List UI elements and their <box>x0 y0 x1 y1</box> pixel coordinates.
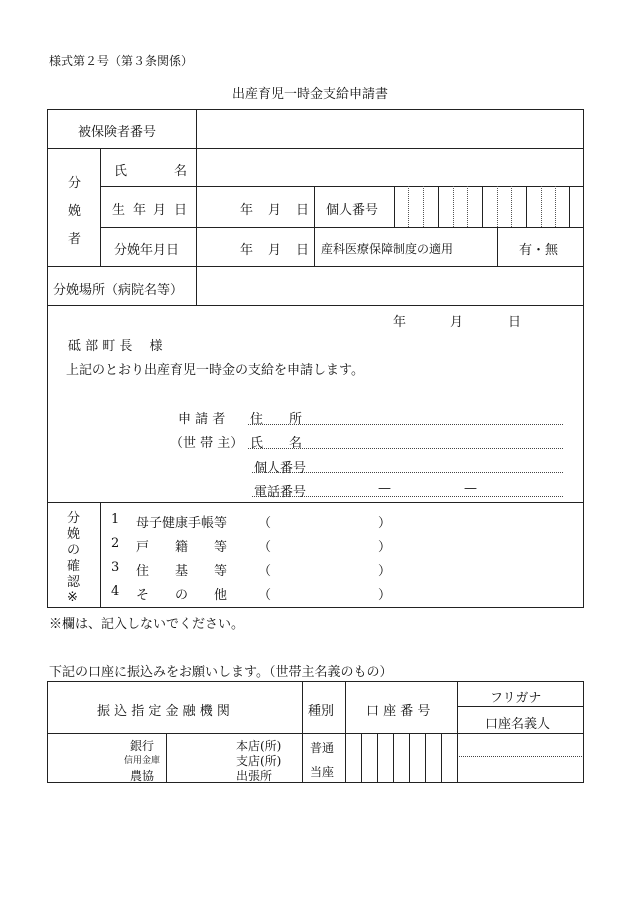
bank-type-nokyo[interactable]: 農協 <box>130 769 155 783</box>
confirmation-item-label: 戸 籍 等 <box>136 540 228 555</box>
applicant-phone-field[interactable] <box>320 478 563 496</box>
phone-separator-1: — <box>378 481 391 496</box>
mother-group-char-1: 分 <box>68 176 82 191</box>
account-type-ordinary[interactable]: 普通 <box>310 741 335 755</box>
confirmation-item-label: そ の 他 <box>136 588 228 603</box>
form-number: 様式第２号（第３条関係） <box>49 54 194 68</box>
app-day-unit: 日 <box>508 315 522 330</box>
bank-header: 振 込 指 定 金 融 機 関 <box>97 704 230 719</box>
delivery-place-label: 分娩場所（病院名等） <box>53 283 184 298</box>
mother-name-label-2: 名 <box>174 164 188 179</box>
bank-type-bank[interactable]: 銀行 <box>130 739 155 753</box>
birth-month-unit: 月 <box>268 203 282 218</box>
birth-label-4: 日 <box>174 203 188 218</box>
paren-close: ） <box>378 564 392 579</box>
obstetric-label: 産科医療保障制度の適用 <box>321 242 454 256</box>
paren-open: （ <box>258 564 272 579</box>
mother-group-char-2: 娩 <box>68 204 82 219</box>
account-holder-header: 口座名義人 <box>485 717 551 732</box>
birth-label-3: 月 <box>153 203 167 218</box>
transfer-request-text: 下記の口座に振込みをお願いします。（世帯主名義のもの） <box>49 665 393 680</box>
confirmation-group-char-3: の <box>67 543 81 558</box>
birth-label-1: 生 <box>112 203 126 218</box>
delivery-place-field[interactable] <box>197 267 583 305</box>
paren-close: ） <box>378 588 392 603</box>
applicant-label: 申 請 者 <box>178 412 226 427</box>
delivery-year-unit: 年 <box>240 243 254 258</box>
furigana-header: フリガナ <box>490 691 542 706</box>
staff-note: ※欄は、記入しないでください。 <box>49 617 245 632</box>
bank-type-shinkin[interactable]: 信用金庫 <box>124 756 161 766</box>
applicant-phone-label: 電話番号 <box>254 485 307 500</box>
birth-day-unit: 日 <box>296 203 310 218</box>
paren-open: （ <box>258 540 272 555</box>
confirmation-item-label: 住 基 等 <box>136 564 228 579</box>
paren-close: ） <box>378 540 392 555</box>
account-type-header: 種別 <box>308 704 335 719</box>
applicant-address-label: 住 所 <box>250 412 303 427</box>
applicant-individual-number-field[interactable] <box>320 454 563 472</box>
application-statement: 上記のとおり出産育児一時金の支給を申請します。 <box>66 363 364 378</box>
confirmation-item-number: 2 <box>111 536 120 551</box>
obstetric-value[interactable]: 有・無 <box>519 243 559 258</box>
addressee: 砥 部 町 長 様 <box>68 339 163 354</box>
mother-individual-number-label: 個人番号 <box>326 203 379 218</box>
account-number-field[interactable] <box>346 734 457 782</box>
account-number-header: 口 座 番 号 <box>366 704 431 719</box>
applicant-individual-number-label: 個人番号 <box>254 461 307 476</box>
applicant-name-label: 氏 名 <box>250 436 303 451</box>
form-title: 出産育児一時金支給申請書 <box>232 87 389 102</box>
insured-number-field[interactable] <box>197 110 583 148</box>
app-year-unit: 年 <box>393 315 407 330</box>
mother-group-char-3: 者 <box>68 232 82 247</box>
confirmation-item-number: 3 <box>111 560 120 575</box>
paren-open: （ <box>258 516 272 531</box>
app-month-unit: 月 <box>450 315 464 330</box>
confirmation-item-number: 1 <box>111 512 120 527</box>
insured-number-label: 被保険者番号 <box>78 125 157 140</box>
confirmation-group-char-6: ※ <box>67 590 78 605</box>
applicant-address-field[interactable] <box>320 406 563 424</box>
mother-name-label-1: 氏 <box>114 164 128 179</box>
account-type-current[interactable]: 当座 <box>310 765 335 779</box>
confirmation-item-label: 母子健康手帳等 <box>136 516 228 531</box>
paren-close: ） <box>378 516 392 531</box>
branch-type-branch[interactable]: 支店(所) <box>236 754 282 768</box>
account-holder-field[interactable] <box>458 757 583 782</box>
confirmation-group-char-1: 分 <box>67 511 81 526</box>
mother-name-field[interactable] <box>197 149 583 186</box>
confirmation-group-char-5: 認 <box>67 575 81 590</box>
delivery-day-unit: 日 <box>296 243 310 258</box>
delivery-date-label: 分娩年月日 <box>114 243 180 258</box>
delivery-month-unit: 月 <box>268 243 282 258</box>
confirmation-group-char-2: 娩 <box>67 527 81 542</box>
branch-name-field[interactable] <box>167 734 235 782</box>
confirmation-group-char-4: 確 <box>67 559 81 574</box>
furigana-field[interactable] <box>458 734 583 756</box>
birth-label-2: 年 <box>133 203 147 218</box>
branch-type-office[interactable]: 出張所 <box>236 769 273 783</box>
confirmation-item-number: 4 <box>111 584 120 599</box>
applicant-name-field[interactable] <box>320 430 563 448</box>
paren-open: （ <box>258 588 272 603</box>
birth-year-unit: 年 <box>240 203 254 218</box>
phone-separator-2: — <box>464 481 477 496</box>
branch-type-main[interactable]: 本店(所) <box>236 739 282 753</box>
household-head-label: （世 帯 主） <box>170 436 244 451</box>
mother-individual-number-field[interactable] <box>395 187 583 227</box>
bank-name-field[interactable] <box>48 734 166 782</box>
